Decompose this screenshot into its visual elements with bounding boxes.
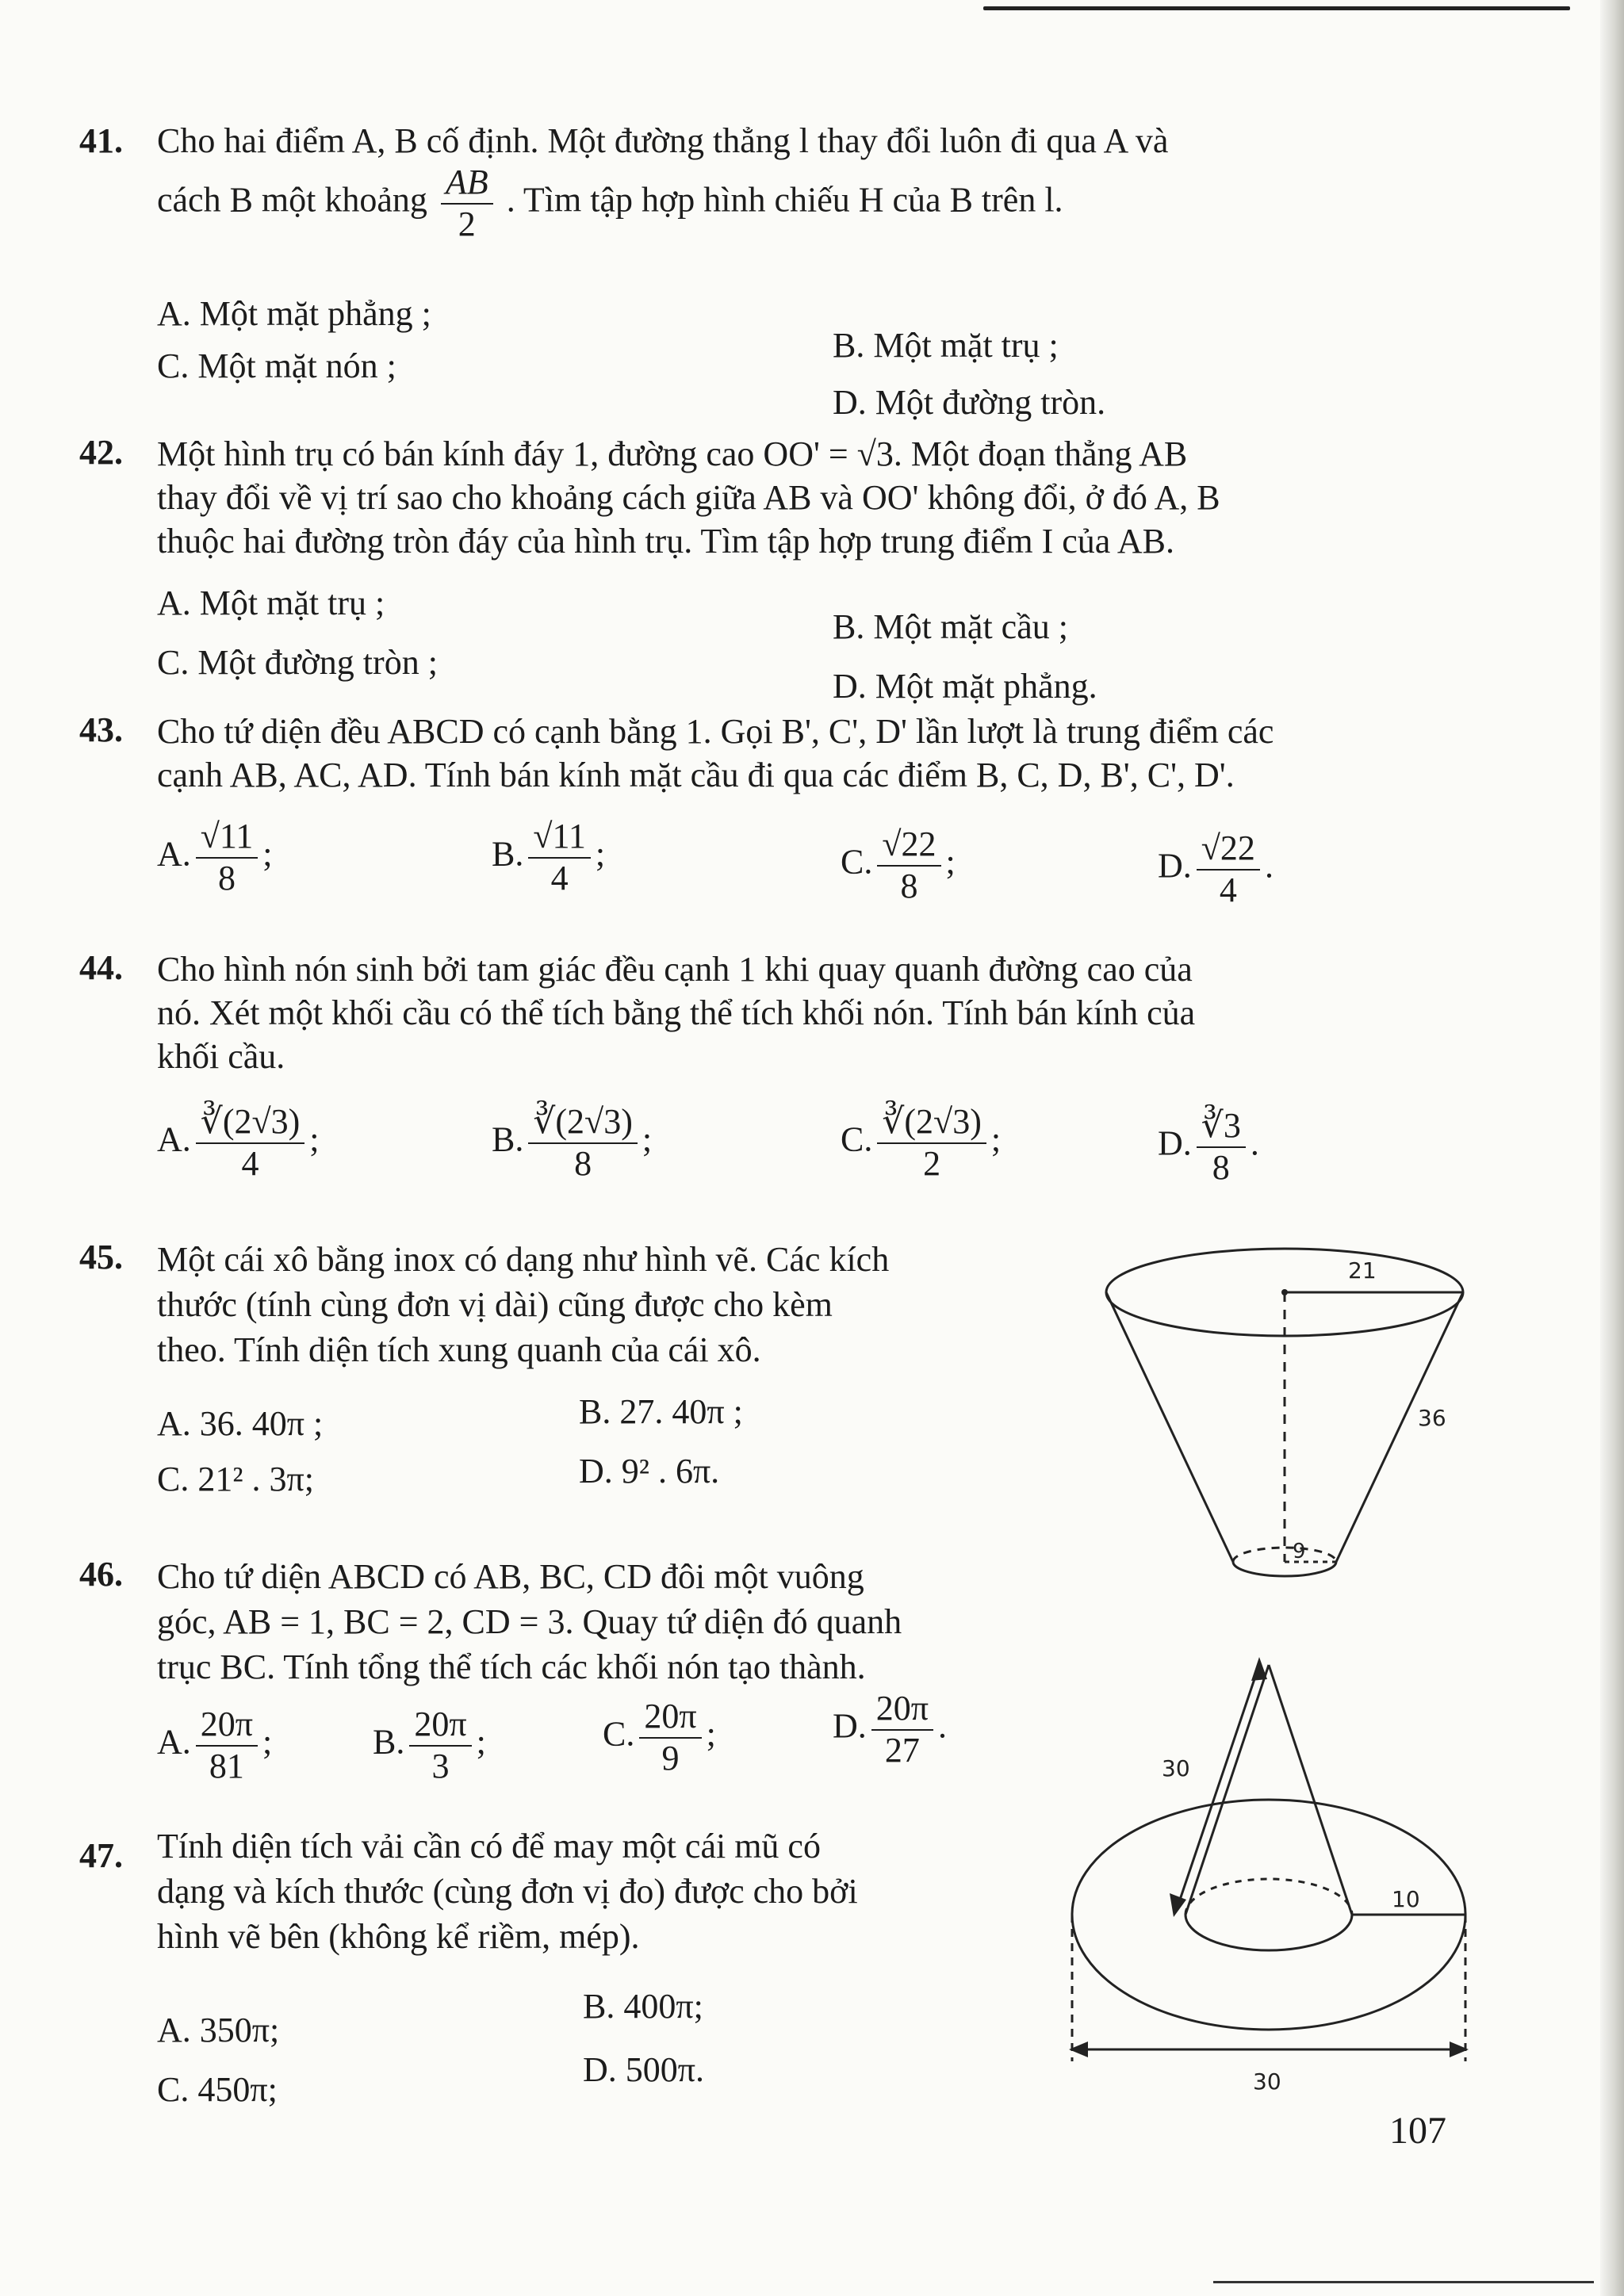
- option-a: [157, 817, 273, 898]
- page-number: 107: [1389, 2110, 1446, 2152]
- option-end: ;: [990, 1119, 1002, 1159]
- option-a: A. 36. 40π ;: [157, 1404, 324, 1443]
- option-label: A.: [157, 1119, 191, 1159]
- fraction-denominator: 4: [1219, 870, 1237, 909]
- option-end: .: [938, 1706, 947, 1746]
- arrow-head-top: [1251, 1657, 1267, 1681]
- hat-cone-left: [1185, 1665, 1269, 1915]
- option-label: C.: [841, 842, 873, 882]
- option-label: B.: [492, 834, 524, 874]
- question-number: 42.: [79, 433, 123, 472]
- option-label: D.: [1158, 1123, 1192, 1163]
- fraction-denominator: 8: [218, 858, 236, 897]
- text-line: Cho tứ diện ABCD có AB, BC, CD đôi một vuông: [157, 1557, 864, 1596]
- question-45-text: [157, 1237, 1069, 1373]
- fraction: [196, 1102, 305, 1184]
- text-line: dạng và kích thước (cùng đơn vị đo) được cho bởi: [157, 1872, 858, 1911]
- fraction-numerator: √11: [196, 817, 259, 859]
- fraction-denominator: 9: [661, 1738, 680, 1777]
- question-42-text: [157, 432, 1442, 563]
- fraction-numerator: √22: [877, 825, 940, 867]
- text-line: thước (tính cùng đơn vị dài) cũng được cho kèm: [157, 1285, 833, 1325]
- slant-height-label: 30: [1162, 1755, 1190, 1781]
- option-end: ;: [945, 842, 956, 882]
- fraction-numerator: √22: [1197, 828, 1260, 871]
- option-end: ;: [706, 1714, 716, 1754]
- fraction: [196, 1705, 258, 1786]
- hat-crown-base-back: [1185, 1879, 1352, 1915]
- text-line: Cho tứ diện đều ABCD có cạnh bằng 1. Gọi B', C', D' lần lượt là trung điểm các: [157, 712, 1274, 751]
- option-label: A.: [157, 834, 191, 874]
- fraction-denominator: 27: [884, 1730, 920, 1770]
- book-spine-shadow: [1600, 0, 1624, 2296]
- text-line: khối cầu.: [157, 1037, 285, 1076]
- fraction-numerator: 20π: [196, 1705, 258, 1747]
- option-d: [833, 1689, 947, 1770]
- fraction: [871, 1689, 933, 1770]
- question-number: 43.: [79, 710, 123, 749]
- fraction: [441, 163, 493, 244]
- option-label: B.: [373, 1722, 405, 1762]
- option-end: ;: [262, 1722, 273, 1762]
- option-a: A. 350π;: [157, 2011, 280, 2049]
- fraction-numerator: 20π: [409, 1705, 471, 1747]
- center-point: [1281, 1289, 1288, 1295]
- option-end: ;: [262, 834, 273, 874]
- option-a: A. Một mặt phẳng ;: [157, 294, 431, 333]
- fraction: [877, 1102, 986, 1184]
- fraction-denominator: 8: [574, 1143, 592, 1183]
- fraction-numerator: ∛3: [1197, 1106, 1246, 1148]
- option-b: [492, 817, 605, 898]
- option-c: C. Một đường tròn ;: [157, 643, 438, 682]
- fraction-denominator: 8: [900, 866, 918, 905]
- fraction-numerator: ∛(2√3): [528, 1102, 638, 1144]
- option-label: B.: [492, 1119, 524, 1159]
- slant-arrow-line: [1178, 1665, 1259, 1907]
- slant-label: 36: [1418, 1405, 1446, 1431]
- fraction-numerator: ∛(2√3): [877, 1102, 986, 1144]
- bucket-figure: [1094, 1237, 1507, 1601]
- option-d: D. 9² . 6π.: [579, 1452, 720, 1490]
- option-end: ;: [476, 1722, 486, 1762]
- fraction-denominator: 4: [550, 858, 569, 897]
- option-label: D.: [833, 1706, 867, 1746]
- top-rule: [983, 6, 1570, 10]
- text-line: Một cái xô bằng inox có dạng như hình vẽ. Các kích: [157, 1240, 890, 1279]
- fraction: [877, 825, 940, 906]
- option-end: .: [1264, 846, 1274, 886]
- fraction-numerator: √11: [528, 817, 591, 859]
- text-line: Cho hình nón sinh bởi tam giác đều cạnh 1 khi quay quanh đường cao của: [157, 950, 1193, 989]
- option-a: A. Một mặt trụ ;: [157, 584, 385, 622]
- text-line: cạnh AB, AC, AD. Tính bán kính mặt cầu đi qua các điểm B, C, D, B', C', D'.: [157, 756, 1235, 794]
- fraction: [1197, 828, 1260, 910]
- option-c: [841, 1102, 1001, 1184]
- text-line: theo. Tính diện tích xung quanh của cái xô.: [157, 1330, 761, 1370]
- fraction-denominator: 81: [209, 1746, 244, 1785]
- option-b: B. 400π;: [583, 1987, 703, 2026]
- option-end: .: [1250, 1123, 1259, 1163]
- fraction-numerator: AB: [441, 163, 493, 205]
- option-c: C. 450π;: [157, 2070, 278, 2109]
- text-line: thay đổi về vị trí sao cho khoảng cách giữa AB và OO' không đổi, ở đó A, B: [157, 478, 1220, 517]
- bucket-bottom-front: [1233, 1562, 1336, 1576]
- option-b: B. Một mặt cầu ;: [833, 607, 1068, 646]
- question-number: 45.: [79, 1238, 123, 1276]
- option-d: D. 500π.: [583, 2050, 704, 2089]
- option-d: D. Một mặt phẳng.: [833, 667, 1097, 706]
- text-line: hình vẽ bên (không kể riềm, mép).: [157, 1917, 640, 1957]
- fraction-denominator: 2: [923, 1143, 941, 1183]
- question-44-text: [157, 947, 1442, 1078]
- option-b: [373, 1705, 486, 1786]
- question-47-text: [157, 1823, 1093, 1960]
- fraction-numerator: ∛(2√3): [196, 1102, 305, 1144]
- text-line: Một hình trụ có bán kính đáy 1, đường cao OO' = √3. Một đoạn thẳng AB: [157, 434, 1188, 473]
- text-line: nó. Xét một khối cầu có thể tích bằng thể tích khối nón. Tính bán kính của: [157, 993, 1196, 1032]
- option-c: C. 21² . 3π;: [157, 1460, 314, 1498]
- fraction-numerator: 20π: [871, 1689, 933, 1731]
- option-end: ;: [309, 1119, 320, 1159]
- text-line-with-fraction: [157, 163, 1442, 244]
- option-c: [603, 1697, 716, 1778]
- question-number: 44.: [79, 948, 123, 987]
- brim-width-label: 10: [1392, 1886, 1420, 1912]
- option-label: C.: [841, 1119, 873, 1159]
- question-41-text: [157, 119, 1442, 244]
- option-d: D. Một đường tròn.: [833, 383, 1106, 422]
- question-46-text: [157, 1554, 1093, 1690]
- bottom-rule: [1213, 2281, 1594, 2283]
- option-label: D.: [1158, 846, 1192, 886]
- bottom-radius-label: 9: [1293, 1540, 1306, 1563]
- option-d: [1158, 1106, 1259, 1188]
- text-line: góc, AB = 1, BC = 2, CD = 3. Quay tứ diện đó quanh: [157, 1602, 902, 1642]
- text-line: Cho hai điểm A, B cố định. Một đường thẳng l thay đổi luôn đi qua A và: [157, 121, 1169, 160]
- text-part: . Tìm tập hợp hình chiếu H của B trên l.: [506, 180, 1063, 220]
- fraction-denominator: 3: [431, 1746, 450, 1785]
- fraction-denominator: 8: [1212, 1147, 1230, 1187]
- text-line: thuộc hai đường tròn đáy của hình trụ. Tìm tập hợp trung điểm I của AB.: [157, 522, 1175, 561]
- option-b: B. Một mặt trụ ;: [833, 326, 1059, 365]
- fraction: [409, 1705, 471, 1786]
- fraction: [528, 1102, 638, 1184]
- hat-crown-base-front: [1185, 1915, 1352, 1950]
- text-line: Tính diện tích vải cần có để may một cái mũ có: [157, 1827, 821, 1866]
- text-line: trục BC. Tính tổng thể tích các khối nón tạo thành.: [157, 1647, 866, 1687]
- arrow-head-bottom: [1170, 1893, 1186, 1917]
- question-43-text: [157, 710, 1442, 797]
- question-number: 46.: [79, 1555, 123, 1594]
- top-radius-label: 21: [1348, 1257, 1377, 1284]
- option-d: [1158, 828, 1274, 910]
- option-end: ;: [642, 1119, 653, 1159]
- option-b: B. 27. 40π ;: [579, 1392, 743, 1431]
- option-label: C.: [603, 1714, 635, 1754]
- fraction: [528, 817, 591, 898]
- option-b: [492, 1102, 652, 1184]
- option-end: ;: [595, 834, 606, 874]
- hat-figure: [1055, 1617, 1483, 2125]
- fraction-numerator: 20π: [639, 1697, 701, 1739]
- question-number: 41.: [79, 121, 123, 160]
- option-a: [157, 1102, 320, 1184]
- text-part: cách B một khoảng: [157, 180, 427, 220]
- diameter-label: 30: [1253, 2068, 1281, 2095]
- option-c: C. Một mặt nón ;: [157, 346, 396, 385]
- option-c: [841, 825, 956, 906]
- hat-cone-right: [1269, 1665, 1352, 1915]
- fraction: [1197, 1106, 1246, 1188]
- fraction-denominator: 4: [241, 1143, 259, 1183]
- option-label: A.: [157, 1722, 191, 1762]
- fraction: [196, 817, 259, 898]
- fraction: [639, 1697, 701, 1778]
- option-a: [157, 1705, 272, 1786]
- question-number: 47.: [79, 1836, 123, 1875]
- fraction-denominator: 2: [458, 204, 476, 243]
